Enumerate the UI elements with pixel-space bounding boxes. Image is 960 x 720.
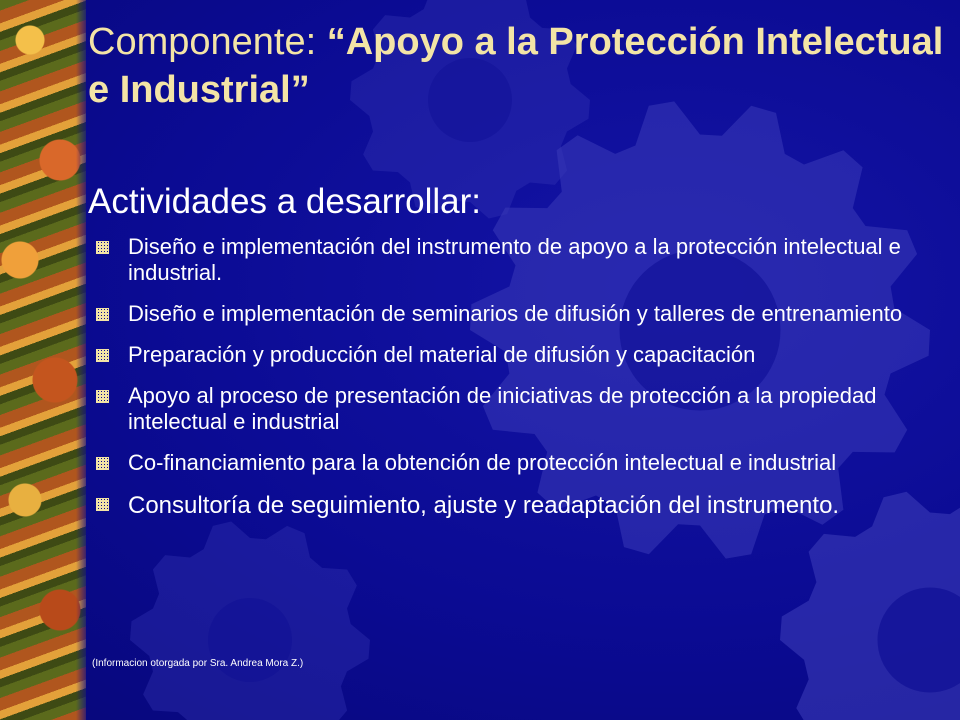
title-prefix: Componente: (88, 21, 327, 63)
list-item (92, 301, 952, 327)
list-item (92, 342, 952, 368)
source-note: (Informacion otorgada por Sra. Andrea Mora Z.) (92, 658, 304, 669)
list-item (92, 383, 952, 435)
section-heading: Actividades a desarrollar: (88, 182, 481, 221)
list-item (92, 491, 952, 520)
square-grid-bullet-icon (96, 498, 109, 511)
square-grid-bullet-icon (96, 457, 109, 470)
slide-title (88, 18, 948, 114)
list-item (92, 234, 952, 286)
square-grid-bullet-icon (96, 390, 109, 403)
list-item-text: Co-financiamiento para la obtención de protección intelectual e industrial (128, 450, 837, 475)
list-item-text: Diseño e implementación de seminarios de difusión y talleres de entrenamiento (128, 301, 903, 326)
square-grid-bullet-icon (96, 349, 109, 362)
gear-hole (208, 598, 292, 682)
list-item-text: Diseño e implementación del instrumento de apoyo a la protección intelectual e industrial. (128, 234, 901, 285)
list-item-text: Apoyo al proceso de presentación de iniciativas de protección a la propiedad intelectual e industrial (128, 383, 877, 434)
list-item (92, 450, 952, 476)
square-grid-bullet-icon (96, 241, 109, 254)
activity-list (92, 234, 952, 522)
list-item-text: Consultoría de seguimiento, ajuste y readaptación del instrumento. (128, 492, 840, 519)
list-item-text: Preparación y producción del material de difusión y capacitación (128, 342, 756, 367)
square-grid-bullet-icon (96, 308, 109, 321)
title-bold: “Apoyo a la Protección Intelectual e Industrial” (88, 21, 944, 111)
